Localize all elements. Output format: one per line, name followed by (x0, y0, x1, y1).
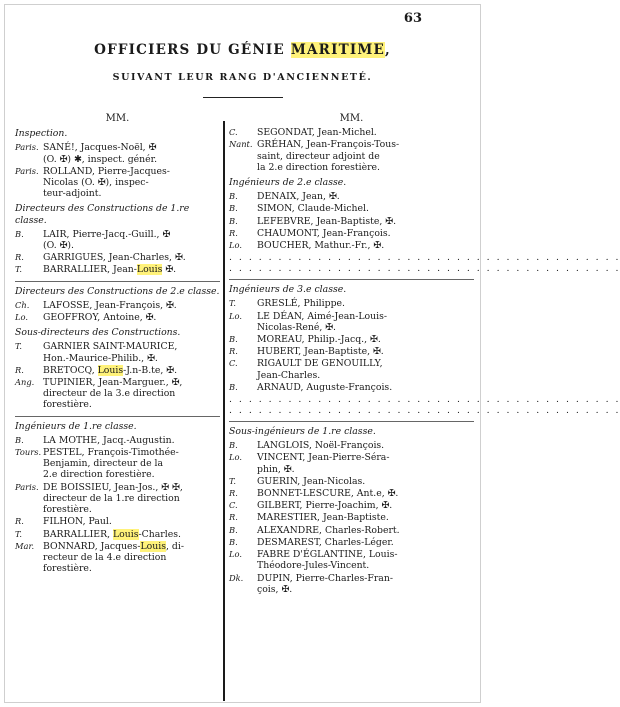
entry-place: C. (229, 500, 238, 511)
entry-text (43, 142, 220, 164)
entry-line: FABRE D'ÉGLANTINE, Louis- (257, 549, 398, 561)
entry-text (43, 482, 220, 516)
entry-line: recteur de la 4.e direction (43, 551, 167, 563)
entry-place: T. (229, 298, 236, 309)
dotted-leader: . . . . . . . . . . . . . . . . . . . . . . . . . . . . . . . . . . . . . . . . (229, 263, 620, 275)
officer-entry (229, 525, 474, 536)
officer-entry (15, 142, 220, 164)
entry-text (43, 229, 220, 251)
officer-entry (15, 264, 220, 275)
entry-text (43, 300, 220, 311)
entry-line: ARNAUD, Auguste-François. (257, 381, 393, 393)
entry-text (257, 216, 474, 227)
entry-line: LE DÉAN, Aimé-Jean-Louis- (257, 310, 388, 322)
entry-place: B. (229, 536, 238, 547)
title-part: OFFICIERS DU GÉNIE (94, 42, 291, 58)
entry-text (43, 365, 220, 376)
entry-place: Ang. (15, 377, 35, 388)
title-highlight: MARITIME (290, 42, 385, 58)
officer-entry (15, 541, 220, 575)
entry-line: PESTEL, François-Timothée- (43, 447, 179, 459)
entry-line: LAFOSSE, Jean-François, ✠. (43, 299, 177, 311)
officer-entry (229, 512, 474, 523)
entry-text (257, 191, 474, 202)
entry-place: Ch. (15, 299, 30, 310)
entry-line: FILHON, Paul. (43, 516, 112, 528)
page-subtitle: SUIVANT LEUR RANG D'ANCIENNETÉ. (112, 72, 373, 83)
entry-line: saint, directeur adjoint de (257, 150, 380, 162)
entry-place: T. (15, 528, 22, 539)
entry-place: R. (229, 227, 238, 238)
entry-line: LEFEBVRE, Jean-Baptiste, ✠. (257, 215, 397, 227)
highlighted-name: Louis (112, 528, 139, 540)
entry-line: BONNET-LESCURE, Ant.e, ✠. (257, 488, 399, 500)
entry-line: MOREAU, Philip.-Jacq., ✠. (257, 334, 381, 346)
section-heading: Sous-directeurs des Constructions. (15, 327, 181, 339)
highlighted-name: Louis (140, 540, 166, 552)
section-rule (15, 281, 220, 282)
entry-line: teur-adjoint. (43, 188, 102, 200)
entry-line: BOUCHER, Mathur.-Fr., ✠. (257, 240, 385, 252)
entry-line: LA MOTHE, Jacq.-Augustin. (43, 434, 175, 446)
entry-text (257, 228, 474, 239)
entry-place: B. (229, 440, 238, 451)
officer-entry (15, 365, 220, 376)
entry-place: B. (15, 434, 24, 445)
dotted-leader: . . . . . . . . . . . . . . . . . . . . . . . . . . . . . . . . . . . . . . . . (229, 405, 620, 417)
entry-line: çois, ✠. (257, 583, 293, 595)
entry-place: B. (229, 191, 238, 202)
entry-line: GARRIGUES, Jean-Charles, ✠. (43, 252, 186, 264)
entry-text (257, 298, 474, 309)
section-heading: Sous-ingénieurs de 1.re classe. (229, 426, 376, 438)
entry-place: B. (229, 215, 238, 226)
entry-line: GUERIN, Jean-Nicolas. (257, 475, 366, 487)
officer-entry (229, 127, 474, 138)
officer-entry (229, 203, 474, 214)
officer-entry (229, 228, 474, 239)
entry-line: DENAIX, Jean, ✠. (257, 191, 340, 203)
entry-place: C. (229, 127, 238, 138)
left-column (15, 113, 220, 575)
entry-text (257, 334, 474, 345)
entry-place: Paris. (15, 142, 39, 153)
entry-line: Jean-Charles. (257, 369, 321, 381)
entry-place: B. (229, 381, 238, 392)
entry-line: 2.e direction forestière. (43, 469, 155, 481)
entry-line: SANÉ!, Jacques-Noël, ✠ (43, 142, 157, 154)
entry-place: B. (229, 524, 238, 535)
section-rule (15, 416, 220, 417)
entry-text (43, 541, 220, 575)
entry-text (43, 435, 220, 446)
title-rule (203, 97, 283, 98)
officer-entry (15, 447, 220, 481)
line-part: ✠. (162, 264, 177, 276)
officer-entry (15, 377, 220, 411)
officer-entry (229, 346, 474, 357)
entry-place: R. (15, 516, 24, 527)
line-part: BRETOCQ, (43, 364, 98, 376)
entry-text (257, 358, 474, 380)
entry-text (257, 440, 474, 451)
officer-entry (15, 482, 220, 516)
entry-line: forestière. (43, 399, 92, 411)
entry-line: ALEXANDRE, Charles-Robert. (257, 524, 400, 536)
entry-text (43, 377, 220, 411)
entry-text (257, 346, 474, 357)
entry-line (43, 264, 220, 275)
line-part: BARRALLIER, (43, 528, 113, 540)
entry-line: Nicolas-René, ✠. (257, 321, 336, 333)
entry-line: Hon.-Maurice-Philib., ✠. (43, 352, 158, 364)
section-heading: Directeurs des Constructions de 2.e classe. (15, 285, 220, 297)
entry-line (43, 541, 220, 552)
officer-entry (229, 440, 474, 451)
officer-entry (229, 240, 474, 251)
page-title (5, 42, 480, 58)
officer-entry (15, 516, 220, 527)
highlighted-name: Louis (136, 264, 163, 276)
entry-text (257, 139, 474, 173)
entry-text (257, 203, 474, 214)
entry-text (257, 488, 474, 499)
section-heading: Ingénieurs de 1.re classe. (15, 420, 137, 432)
entry-line: VINCENT, Jean-Pierre-Séra- (257, 452, 390, 464)
entry-place: Lo. (229, 310, 242, 321)
section-heading: Ingénieurs de 2.e classe. (229, 177, 347, 189)
officer-entry (229, 139, 474, 173)
officer-entry (229, 500, 474, 511)
officer-entry (229, 298, 474, 309)
officer-entry (229, 537, 474, 548)
officer-entry (229, 358, 474, 380)
column-header: MM. (339, 113, 364, 124)
entry-text (257, 240, 474, 251)
entry-line: forestière. (43, 563, 92, 575)
entry-place: Lo. (229, 452, 242, 463)
title-part: , (384, 42, 391, 58)
entry-line: SEGONDAT, Jean-Michel. (257, 127, 377, 139)
entry-text (43, 312, 220, 323)
column-header: MM. (105, 113, 130, 124)
entry-place: R. (15, 364, 24, 375)
entry-line: Nicolas (O. ✠), inspec- (43, 177, 149, 189)
entry-text (257, 311, 474, 333)
officer-entry (15, 312, 220, 323)
officer-entry (15, 435, 220, 446)
line-part: -J.n-B.te, ✠. (123, 364, 178, 376)
entry-line: MARESTIER, Jean-Baptiste. (257, 512, 389, 524)
entry-line: forestière. (43, 504, 92, 516)
entry-line: LAIR, Pierre-Jacq.-Guill., ✠ (43, 228, 171, 240)
entry-line: DESMAREST, Charles-Léger. (257, 536, 394, 548)
entry-text (43, 264, 220, 275)
entry-place: T. (15, 341, 22, 352)
entry-line: GEOFFROY, Antoine, ✠. (43, 312, 157, 324)
entry-line: CHAUMONT, Jean-François. (257, 227, 391, 239)
line-part: , di- (166, 540, 184, 552)
entry-text (257, 573, 474, 595)
officer-entry (229, 476, 474, 487)
entry-line: directeur de la 1.re direction (43, 492, 180, 504)
entry-place: B. (229, 203, 238, 214)
entry-line: RIGAULT DE GENOUILLY, (257, 358, 383, 370)
officer-entry (229, 311, 474, 333)
officer-entry (229, 191, 474, 202)
officer-entry (15, 529, 220, 540)
entry-text (43, 341, 220, 363)
entry-place: B. (229, 334, 238, 345)
right-column (229, 113, 620, 596)
entry-line: (O. ✠) ✱, inspect. génér. (43, 153, 158, 165)
entry-line: phin, ✠. (257, 463, 295, 475)
officer-entry (229, 573, 474, 595)
entry-text (257, 452, 474, 474)
entry-line: GILBERT, Pierre-Joachim, ✠. (257, 500, 393, 512)
officer-entry (15, 300, 220, 311)
officer-entry (15, 341, 220, 363)
entry-line: GRÉHAN, Jean-François-Tous- (257, 139, 400, 151)
entry-text (257, 382, 474, 393)
entry-text (257, 500, 474, 511)
entry-line (43, 365, 220, 376)
entry-text (43, 447, 220, 481)
entry-line: Théodore-Jules-Vincent. (257, 560, 370, 572)
officer-entry (229, 549, 474, 571)
entry-line: GRESLÉ, Philippe. (257, 298, 345, 310)
entry-place: C. (229, 358, 238, 369)
entry-text (43, 529, 220, 540)
line-part: BONNARD, Jacques- (43, 540, 141, 552)
entry-place: R. (229, 346, 238, 357)
entry-place: R. (229, 488, 238, 499)
entry-place: Tours. (15, 447, 42, 458)
entry-place: Lo. (229, 549, 242, 560)
entry-text (257, 525, 474, 536)
officer-entry (229, 488, 474, 499)
officer-entry (15, 166, 220, 200)
entry-line: HUBERT, Jean-Baptiste, ✠. (257, 346, 384, 358)
section-heading: Inspection. (15, 128, 68, 140)
entry-place: T. (229, 475, 236, 486)
entry-place: Paris. (15, 165, 39, 176)
entry-line: SIMON, Claude-Michel. (257, 203, 369, 215)
entry-line: Benjamin, directeur de la (43, 458, 164, 470)
entry-text (43, 252, 220, 263)
entry-line: TUPINIER, Jean-Marguer., ✠, (43, 377, 183, 389)
officer-entry (229, 334, 474, 345)
entry-text (257, 537, 474, 548)
entry-place: Lo. (229, 240, 242, 251)
officer-entry (15, 252, 220, 263)
section-rule (229, 421, 474, 422)
entry-place: Lo. (15, 312, 28, 323)
officer-entry (229, 452, 474, 474)
entry-place: T. (15, 264, 22, 275)
entry-line: LANGLOIS, Noël-François. (257, 440, 385, 452)
section-rule (229, 279, 474, 280)
line-part: -Charles. (138, 528, 181, 540)
line-part: BARRALLIER, Jean- (43, 264, 137, 276)
officer-entry (229, 382, 474, 393)
entry-text (257, 549, 474, 571)
highlighted-name: Louis (97, 364, 124, 376)
entry-place: Dk. (229, 572, 244, 583)
entry-line: ROLLAND, Pierre-Jacques- (43, 165, 170, 177)
page-number: 63 (403, 11, 422, 26)
entry-line: la 2.e direction forestière. (257, 161, 380, 173)
entry-text (257, 512, 474, 523)
entry-place: Mar. (15, 540, 35, 551)
entry-place: Paris. (15, 481, 39, 492)
entry-text (257, 476, 474, 487)
officer-entry (15, 229, 220, 251)
dotted-leader: . . . . . . . . . . . . . . . . . . . . . . . . . . . . . . . . . . . . . . . . (229, 252, 620, 264)
section-heading: Ingénieurs de 3.e classe. (229, 284, 347, 296)
entry-line (43, 529, 220, 540)
entry-place: Nant. (229, 139, 253, 150)
entry-line: DE BOISSIEU, Jean-Jos., ✠ ✠, (43, 481, 183, 493)
entry-text (43, 516, 220, 527)
entry-line: GARNIER SAINT-MAURICE, (43, 341, 178, 353)
entry-line: (O. ✠). (43, 240, 74, 252)
section-heading: Directeurs des Constructions de 1.re classe. (15, 203, 190, 226)
book-page (4, 4, 620, 703)
entry-text (257, 127, 474, 138)
entry-line: DUPIN, Pierre-Charles-Fran- (257, 572, 393, 584)
entry-place: R. (229, 512, 238, 523)
officer-entry (229, 216, 474, 227)
dotted-leader: . . . . . . . . . . . . . . . . . . . . . . . . . . . . . . . . . . . . . . . . (229, 394, 620, 406)
column-divider (223, 121, 225, 701)
entry-place: B. (15, 228, 24, 239)
entry-place: R. (15, 252, 24, 263)
entry-text (43, 166, 220, 200)
entry-line: directeur de la 3.e direction (43, 388, 176, 400)
